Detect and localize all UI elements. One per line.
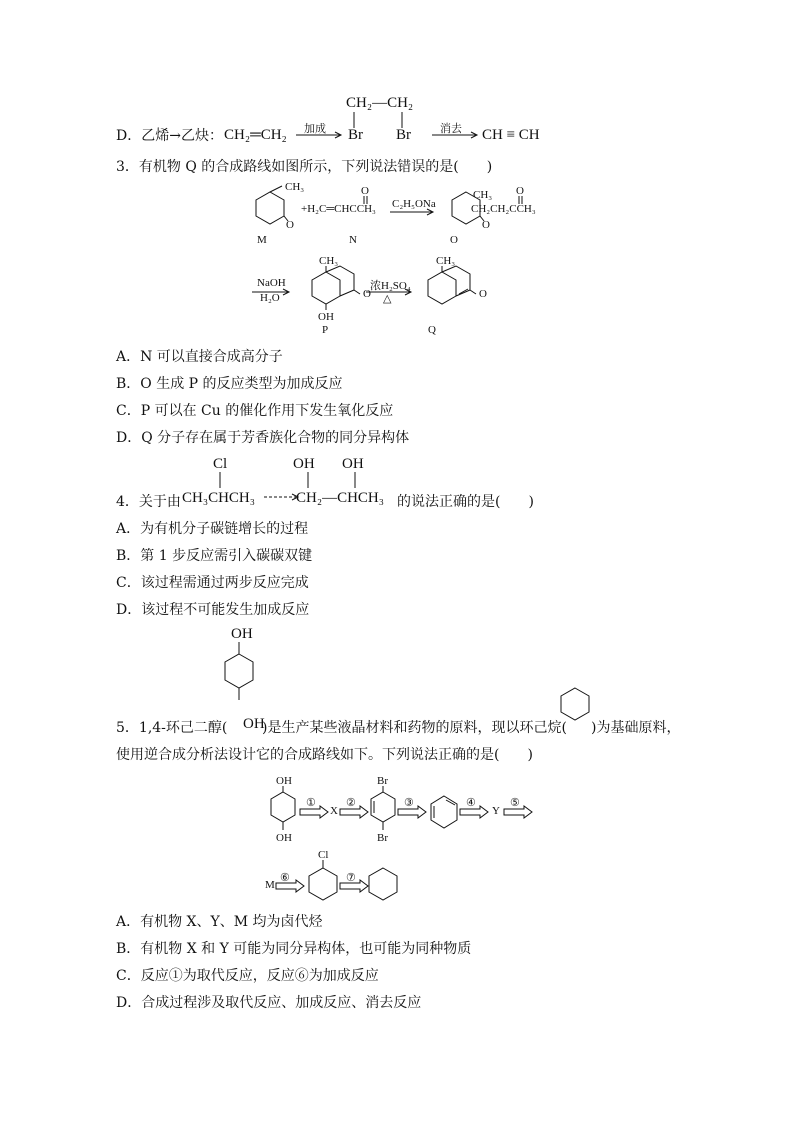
reactant-formula: CH₃CHCH₃	[182, 490, 255, 506]
q4-option-c: C．该过程需通过两步反应完成	[116, 575, 309, 591]
chlorocyclohexane-structure	[306, 860, 340, 910]
diol-bottom-oh: OH	[243, 716, 265, 732]
q4-stem-prefix: 4．关于由	[116, 494, 181, 510]
step-4-label: ④	[466, 797, 476, 809]
hollow-arrow	[460, 806, 490, 818]
reagent-sodium-ethoxide: C₂H₅ONa	[392, 198, 436, 210]
scheme-diol-oh-1: OH	[276, 775, 292, 787]
o-side-chain: CH₂CH₂CCH₃	[471, 203, 536, 215]
bromine-1: Br	[348, 127, 363, 143]
step-3-label: ③	[404, 797, 414, 809]
q5-option-c: C．反应①为取代反应，反应⑥为加成反应	[116, 968, 379, 984]
q5-stem-part-c: )为基础原料，	[591, 720, 681, 736]
step-6-label: ⑥	[280, 872, 290, 884]
step-1-label: ①	[306, 797, 316, 809]
q5-option-b: B．有机物 X 和 Y 可能为同分异构体，也可能为同种物质	[116, 941, 472, 957]
hollow-arrow	[276, 880, 306, 892]
reagent-conc-sulfuric: 浓H₂SO₄	[370, 280, 411, 292]
label-p: P	[322, 324, 329, 336]
n-double-bond	[362, 196, 370, 206]
reagent-naoh: NaOH	[257, 277, 286, 289]
o-ring-o: O	[482, 219, 490, 231]
p-methyl: CH₃	[319, 255, 339, 267]
bromine-2: Br	[396, 127, 411, 143]
cyclohexane-structure	[366, 868, 400, 908]
hollow-arrow	[398, 806, 428, 818]
q3-option-d: D．Q 分子存在属于芳香族化合物的同分异构体	[116, 430, 410, 446]
q-carbonyl-o: O	[479, 288, 487, 300]
compound-n-formula: +H₂C═CHCCH₃	[301, 203, 376, 215]
reaction-arrow	[296, 130, 346, 140]
m-methyl: CH₃	[285, 181, 305, 193]
m-carbonyl-o: O	[286, 219, 294, 231]
q5-stem-part-b: )是生产某些液晶材料和药物的原料，现以环己烷(	[262, 720, 567, 736]
cyclohexane-inline-structure	[559, 686, 591, 726]
option-d-prefix: D．乙烯→乙炔：	[116, 128, 223, 144]
q-methyl: CH₃	[436, 255, 456, 267]
reagent-elimination: 消去	[440, 123, 462, 135]
cyclohexadiene-structure	[428, 794, 460, 830]
q5-option-d: D．合成过程涉及取代反应、加成反应、消去反应	[116, 995, 422, 1011]
diol-top-oh: OH	[231, 626, 253, 642]
intermediate-y: Y	[492, 805, 500, 817]
q4-option-b: B．第 1 步反应需引入碳碳双键	[116, 548, 313, 564]
q3-option-a: A．N 可以直接合成高分子	[116, 349, 283, 365]
label-m: M	[257, 234, 267, 246]
reagent-heat: △	[383, 293, 392, 305]
scheme-br-bottom: Br	[377, 832, 388, 844]
product-oh-1: OH	[293, 456, 315, 472]
product-formula: CH₂—CHCH₃	[296, 490, 384, 506]
diol-inline-structure	[222, 642, 256, 718]
scheme-br-top: Br	[377, 775, 388, 787]
reaction-arrow	[390, 208, 438, 216]
q3-option-b: B．O 生成 P 的反应类型为加成反应	[116, 376, 343, 392]
p-hydroxyl: OH	[318, 311, 334, 323]
ethylene-formula: CH₂═CH₂	[224, 127, 287, 143]
o-ketone-o: O	[516, 185, 524, 197]
q3-option-c: C．P 可以在 Cu 的催化作用下发生氧化反应	[116, 403, 394, 419]
step-5-label: ⑤	[510, 797, 520, 809]
q5-stem-line-2: 使用逆合成分析法设计它的合成路线如下。下列说法正确的是( )	[116, 747, 533, 763]
product-oh-2: OH	[342, 456, 364, 472]
scheme-diol-structure	[268, 786, 298, 838]
intermediate-m: M	[265, 879, 275, 891]
dibromocyclohexene-structure	[368, 786, 398, 838]
intermediate-x: X	[330, 805, 338, 817]
hollow-arrow	[340, 806, 370, 818]
q4-option-a: A．为有机分子碳链增长的过程	[116, 521, 309, 537]
scheme-diol-oh-2: OH	[276, 832, 292, 844]
q5-option-a: A．有机物 X、Y、M 均为卤代烃	[116, 914, 323, 930]
n-carbonyl-o: O	[361, 185, 369, 197]
q5-stem-part-a: 5．1,4-环己二醇(	[116, 720, 228, 736]
bond-lines	[300, 472, 360, 490]
bond-line	[218, 472, 222, 490]
p-carbonyl-o: O	[363, 288, 371, 300]
reagent-water: H₂O	[260, 292, 280, 304]
acetylene-formula: CH ≡ CH	[482, 127, 540, 143]
label-q: Q	[428, 324, 436, 336]
reaction-arrow	[432, 130, 482, 140]
reactant-chlorine: Cl	[213, 456, 228, 472]
o-methyl: CH₃	[473, 189, 493, 201]
hollow-arrow	[300, 806, 330, 818]
q3-stem: 3．有机物 Q 的合成路线如图所示，下列说法错误的是( )	[116, 159, 493, 175]
hollow-arrow	[504, 806, 534, 818]
q4-stem-suffix: 的说法正确的是( )	[397, 494, 534, 510]
step-7-label: ⑦	[346, 872, 356, 884]
dibromoethane-chain: CH₂—CH₂	[346, 95, 414, 111]
chlorocyclohexane-cl: Cl	[318, 849, 329, 861]
label-o: O	[450, 234, 458, 246]
reagent-addition: 加成	[304, 123, 326, 135]
q4-option-d: D．该过程不可能发生加成反应	[116, 602, 310, 618]
compound-m-structure	[240, 188, 290, 238]
o-double-bond	[517, 196, 525, 206]
step-2-label: ②	[346, 797, 356, 809]
label-n: N	[349, 234, 357, 246]
